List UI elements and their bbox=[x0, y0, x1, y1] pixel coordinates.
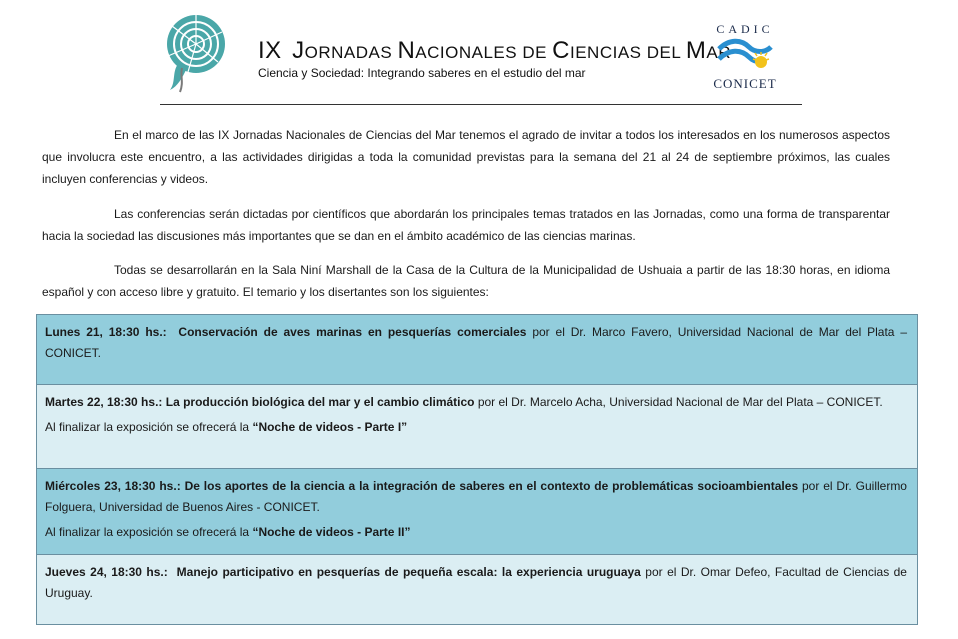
intro-text: En el marco de las IX Jornadas Nacionales de Ciencias del Mar tenemos el agrado de invitar a todos los interesados en los numerosos aspectos que involucra este encuentro, a las actividades dirigidas a toda la comunidad previstas para la semana del 21 al 24 de septiembre próximos, las cuales incluyen conferencias y videos. bbox=[42, 128, 890, 186]
conferences-paragraph bbox=[42, 203, 890, 247]
schedule-table bbox=[36, 314, 918, 625]
schedule-talk-title: Manejo participativo en pesquerías de pequeña escala: la experiencia uruguaya bbox=[176, 565, 641, 579]
title-rest: IENCIAS DEL bbox=[570, 43, 686, 62]
header-divider bbox=[160, 104, 802, 105]
title-rest: AR bbox=[706, 43, 732, 62]
note-highlight: “Noche de videos - Parte II” bbox=[252, 525, 411, 539]
video-night-note bbox=[45, 417, 907, 438]
schedule-talk-title: Conservación de aves marinas en pesquerías comerciales bbox=[178, 325, 527, 339]
schedule-row-lunes bbox=[37, 315, 917, 385]
title-initial: M bbox=[685, 37, 707, 64]
schedule-row-miercoles bbox=[37, 469, 917, 555]
schedule-row-jueves bbox=[37, 555, 917, 624]
event-subtitle: Ciencia y Sociedad: Integrando saberes en el estudio del mar bbox=[258, 66, 586, 80]
venue-text: Todas se desarrollarán en la Sala Niní Marshall de la Casa de la Cultura de la Municipalidad de Ushuaia a partir de las 18:30 horas, en idioma español y con acceso libre y gratuito. El temario y los disertantes son los siguientes: bbox=[42, 263, 890, 299]
title-initial: N bbox=[397, 37, 416, 64]
note-text: Al finalizar la exposición se ofrecerá la bbox=[45, 420, 253, 434]
schedule-talk-title: La producción biológica del mar y el cambio climático bbox=[165, 395, 475, 409]
event-title-block bbox=[258, 37, 732, 80]
title-roman: IX bbox=[258, 37, 282, 64]
letterhead bbox=[0, 0, 958, 110]
schedule-speaker: por el Dr. Omar Defeo, Facultad de Ciencias de Uruguay. bbox=[45, 565, 907, 600]
venue-paragraph bbox=[42, 259, 890, 303]
conferences-text: Las conferencias serán dictadas por científicos que abordarán los principales temas tratados en las Jornadas, como una forma de transparentar hacia la sociedad las discusiones más importantes que se dan en el ámbito académico de las ciencias marinas. bbox=[42, 207, 890, 243]
title-initial: C bbox=[552, 37, 570, 64]
schedule-speaker: por el Dr. Marco Favero, Universidad Nacional de Mar del Plata – CONICET. bbox=[45, 325, 908, 360]
schedule-day: Martes 22, 18:30 hs.: bbox=[45, 395, 163, 409]
intro-paragraph bbox=[42, 124, 890, 190]
schedule-day: Miércoles 23, 18:30 hs.: bbox=[45, 479, 181, 493]
schedule-talk-title: De los aportes de la ciencia a la integración de saberes en el contexto de problemáticas socioambientales bbox=[184, 479, 799, 493]
note-highlight: “Noche de videos - Parte I” bbox=[252, 420, 408, 434]
cadic-label: CADIC bbox=[716, 22, 774, 36]
schedule-row-martes bbox=[37, 385, 917, 469]
schedule-day: Jueves 24, 18:30 hs.: bbox=[45, 565, 168, 579]
title-rest: ORNADAS bbox=[304, 43, 398, 62]
video-night-note bbox=[45, 522, 907, 543]
conicet-wave-sun-icon bbox=[715, 37, 775, 71]
schedule-speaker: por el Dr. Marcelo Acha, Universidad Nacional de Mar del Plata – CONICET. bbox=[474, 395, 883, 409]
schedule-speaker: por el Dr. Guillermo Folguera, Universidad de Buenos Aires - CONICET. bbox=[45, 479, 907, 514]
spiral-shell-logo-icon bbox=[158, 12, 230, 94]
event-title bbox=[258, 37, 732, 64]
cadic-conicet-logo bbox=[700, 22, 790, 92]
note-text: Al finalizar la exposición se ofrecerá la bbox=[45, 525, 253, 539]
title-initial: J bbox=[292, 37, 305, 64]
conicet-label: CONICET bbox=[713, 76, 777, 91]
schedule-day: Lunes 21, 18:30 hs.: bbox=[45, 325, 167, 339]
title-rest: ACIONALES DE bbox=[415, 43, 553, 62]
